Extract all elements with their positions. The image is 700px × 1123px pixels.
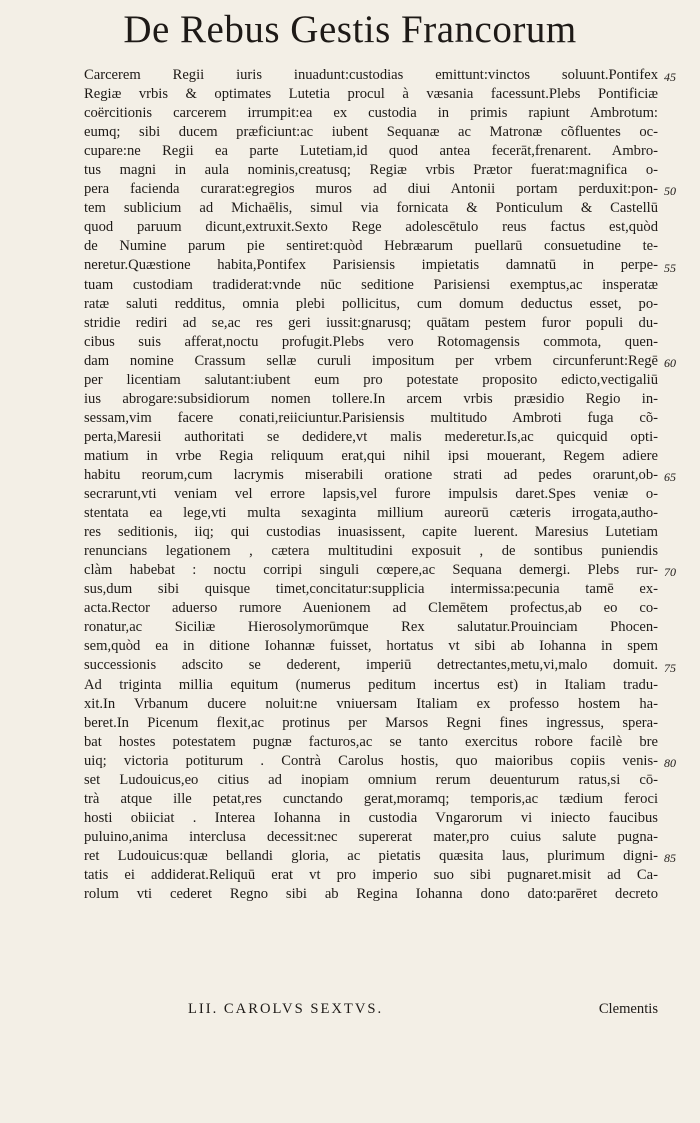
text-line: perta,Maresii authoritati se dedidere,vt malis mederetur.Is,ac quicquid opti- — [84, 428, 658, 445]
text-line: xit.In Vrbanum ducere noluit:ne vniuersam Italiam ex professo hostem ha- — [84, 695, 658, 712]
margin-line-number: 60 — [664, 355, 676, 370]
margin-line-number: 80 — [664, 755, 676, 770]
text-line: Regiæ vrbis & optimates Lutetia procul à væsania facessunt.Plebs Pontificiæ — [84, 86, 658, 103]
text-line: hosti obiiciat . Interea Iohanna in custodia Vngarorum vi iniecto faucibus — [84, 809, 658, 826]
text-line: sessam,vim facere conati,reiiciuntur.Parisiensis multitudo Ambroti fuga cõ- — [84, 409, 658, 426]
text-line: tem sublicium ad Michaēlis, simul via fornicata & Ponticulum & Castellū — [84, 200, 658, 217]
text-line: successionis adscito se dederent, imperiū detrectantes,metu,vi,malo domuit. — [84, 657, 658, 674]
margin-line-number: 65 — [664, 470, 676, 485]
text-line: renuncians legationem , cætera multitudini exposuit , de sontibus puniendis — [84, 543, 658, 560]
running-head: LII. CAROLVS SEXTVS. — [188, 1001, 384, 1017]
text-line: Carcerem Regii iuris inuadunt:custodias emittunt:vinctos soluunt.Pontifex — [84, 67, 658, 83]
text-line: acta.Rector aduerso rumore Auenionem ad Clemētem profectus,ab eo co- — [84, 600, 658, 617]
text-line: tus magni in aula nominis,creatusq; Regiæ vrbis Prætor fuerat:magnifica o- — [84, 162, 658, 179]
text-line: ius abrogare:subsidiorum nomen tollere.In arcem vrbis præsidio Regio in- — [84, 390, 658, 407]
text-line: matium in vrbe Regia reliquum erat,qui nihil ipsi mouerant, Regem adiere — [84, 447, 658, 464]
text-line: de Numine parum pie sentiret:quòd Hebræarum puellarū consuetudine te- — [84, 238, 658, 255]
text-line: res seditionis, iiq; qui custodias inuasissent, capite luerent. Maresius Lutetiam — [84, 524, 658, 541]
text-line: tuam custodiam tradiderat:vnde nūc seditione Parisiensi exemptus,ac insperatæ — [84, 276, 658, 293]
text-line: secrarunt,vti veniam vel errore lapsis,vel furore impulsis daret.Spes veniæ o- — [84, 486, 658, 503]
text-line: Ad triginta millia equitum (numerus peditum incertus est) in Italiam tradu- — [84, 676, 658, 693]
margin-line-number: 50 — [664, 184, 676, 199]
text-line: set Ludouicus,eo citius ad inopiam omnium rerum deuenturum ratus,si cō- — [84, 771, 658, 788]
text-line: tatis ei addiderat.Reliquū erat vt pro imperio suo sibi pugnaret.misit ad Ca- — [84, 866, 658, 883]
text-line: trà atque ille petat,res cunctando gerat,moramq; temporis,ac tædium feroci — [84, 790, 658, 807]
body-text — [84, 66, 658, 904]
margin-line-number: 45 — [664, 70, 676, 84]
text-line: sus,dum sibi quisque timet,concitatur:supplicia intermissa:pecunia tamē ex- — [84, 581, 658, 598]
text-line: stridie rediri ad se,ac res geri iussit:gnarusq; quātam pestem furor populi du- — [84, 314, 658, 331]
text-line: eumq; sibi ducem præficiunt:ac iubent Sequanæ ac Matronæ cõfluentes oc- — [84, 124, 658, 141]
text-line: cupare:ne Regii ea parte Lutetiam,id quod antea fecerāt,frenarent. Ambro- — [84, 143, 658, 160]
text-line: ronatur,ac Siciliæ Hierosolymorūmque Rex salutatur.Prouinciam Phocen- — [84, 619, 658, 636]
text-line: clàm habebat : noctu corripi singuli cœpere,ac Sequana demergi. Plebs rur- — [84, 562, 658, 579]
text-line: quod paruum dicunt,extruxit.Sexto Rege adolescētulo reus factus est,quòd — [84, 219, 658, 236]
text-line: bat hostes potestatem pugnæ facturos,ac se tanto exercitus robore facilè bre — [84, 733, 658, 750]
margin-line-number: 75 — [664, 660, 676, 675]
margin-line-number: 85 — [664, 851, 676, 866]
text-line: cibus suis afferat,noctu profugit.Plebs vero Rotomagensis commota, quen- — [84, 333, 658, 350]
text-line: habitu reorum,cum lacrymis miserabili oratione strati ad pedes orarunt,ob- — [84, 466, 658, 483]
text-line: stentata ea lege,vti multa sexaginta millium aureorū cæteris irrogata,autho- — [84, 505, 658, 522]
text-line: per licentiam salutant:iubent eum pro potestate proposito edicto,vectigaliū — [84, 371, 658, 388]
text-line: sem,quòd ea in ditione Iohannæ fuisset, hortatus vt sibi ab Iohanna in spem — [84, 638, 658, 655]
text-line: uiq; victoria potiturum . Contrà Carolus hostis, quo maioribus copiis venis- — [84, 752, 658, 769]
text-line: ret Ludouicus:quæ bellandi gloria, ac pietatis quæsita laus, plurimum digni- — [84, 847, 658, 864]
text-line: coërcitionis carcerem irrumpit:ea ex custodia in primis rapiunt Ambrotum: — [84, 105, 658, 122]
text-line: puluino,anima interclusa decessit:nec supererat mater,pro cuius salute pugna- — [84, 828, 658, 845]
margin-line-number: 55 — [664, 260, 676, 275]
page-title: De Rebus Gestis Francorum — [123, 8, 577, 51]
page-footer — [84, 1000, 658, 1019]
text-line: beret.In Picenum flexit,ac protinus per Marsos Regni fines ingressus, spera- — [84, 714, 658, 731]
text-line: dam nomine Crassum sellæ curuli impositum per vrbem circunferunt:Regē — [84, 352, 658, 369]
margin-line-number: 70 — [664, 565, 676, 580]
text-line: pera facienda curarat:egregios muros ad diui Antonii portam perduxit:pon- — [84, 181, 658, 198]
text-line: ratæ saluti redditus, omnia plebi pollicitus, cum domum deductus esset, po- — [84, 295, 658, 312]
text-line: neretur.Quæstione habita,Pontifex Parisiensis impietatis damnatū in perpe- — [84, 257, 658, 274]
text-line: rolum vti cederet Regno sibi ab Regina Iohanna dono dato:parēret decreto — [84, 886, 658, 903]
catchword: Clementis — [598, 1001, 658, 1017]
